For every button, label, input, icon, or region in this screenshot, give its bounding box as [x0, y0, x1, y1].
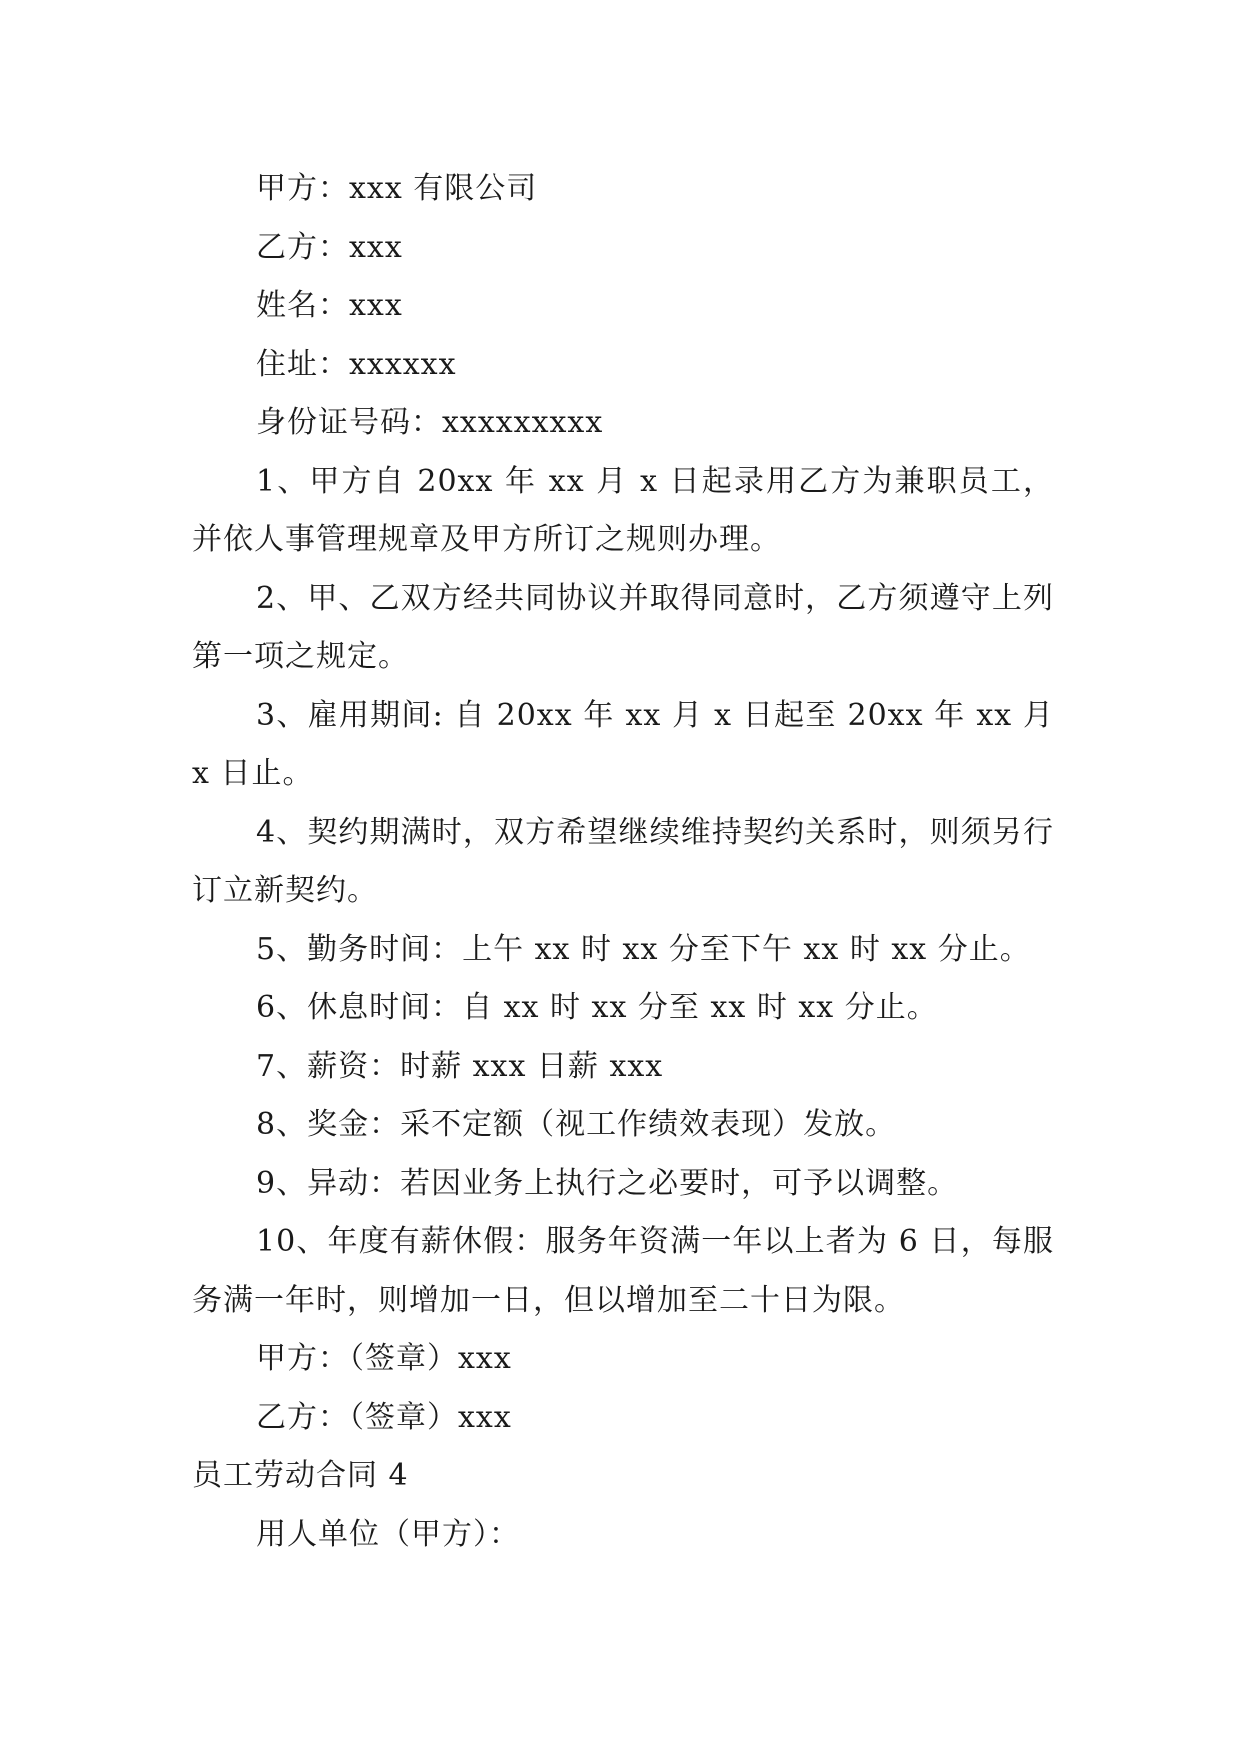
- clause-2: 2、甲、乙双方经共同协议并取得同意时，乙方须遵守上列第一项之规定。: [192, 580, 1054, 674]
- clause-8: 8、奖金：采不定额（视工作绩效表现）发放。: [256, 1107, 897, 1142]
- party-a-line: 甲方：xxx 有限公司: [256, 171, 538, 206]
- clause-7: 7、薪资：时薪 xxx 日薪 xxx: [256, 1048, 664, 1084]
- clause-3: 3、雇用期间: 自 20xx 年 xx 月 x 日起至 20xx 年 xx 月 x 日止。: [192, 697, 1054, 791]
- party-b-line: 乙方：xxx: [256, 229, 403, 265]
- clause-4: 4、契约期满时，双方希望继续维持契约关系时，则须另行订立新契约。: [192, 814, 1054, 908]
- employer-line: 用人单位（甲方）：: [256, 1516, 520, 1552]
- clause-9: 9、异动：若因业务上执行之必要时，可予以调整。: [256, 1165, 959, 1201]
- party-a-signature: 甲方：（签章）xxx: [256, 1341, 512, 1376]
- party-b-signature: 乙方：（签章）xxx: [256, 1399, 512, 1435]
- clause-10: 10、年度有薪休假：服务年资满一年以上者为 6 日，每服务满一年时，则增加一日，但以增加至二十日为限。: [192, 1224, 1054, 1318]
- clause-6: 6、休息时间：自 xx 时 xx 分至 xx 时 xx 分止。: [256, 990, 938, 1025]
- name-line: 姓名：xxx: [256, 288, 403, 323]
- section-title: 员工劳动合同 4: [192, 1458, 409, 1493]
- address-line: 住址：xxxxxx: [256, 346, 457, 382]
- clause-1: 1、甲方自 20xx 年 xx 月 x 日起录用乙方为兼职员工，并依人事管理规章及甲方所订之规则办理。: [192, 463, 1054, 557]
- document-body: [192, 160, 1054, 1564]
- id-number-line: 身份证号码：xxxxxxxxx: [256, 405, 604, 440]
- clause-5: 5、勤务时间：上午 xx 时 xx 分至下午 xx 时 xx 分止。: [256, 931, 1031, 967]
